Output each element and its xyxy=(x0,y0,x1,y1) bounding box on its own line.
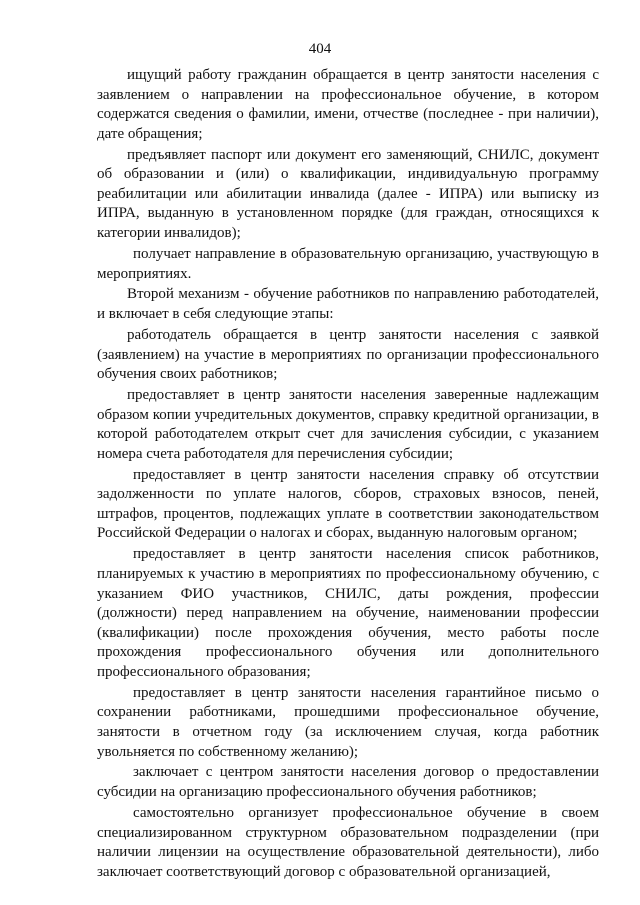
paragraph-documents-presented: предъявляет паспорт или документ его заменяющий, СНИЛС, документ об образовании и (или) о квалификации, индивидуальную программу реабилитации или абилитации инвалида (далее - ИПРА) или выписку из ИПРА, выданную в установленном порядке (для граждан, относящихся к категории инвалидов); xyxy=(97,146,599,242)
paragraph-job-seeker-application: ищущий работу гражданин обращается в центр занятости населения с заявлением о направлении на профессиональное обучение, в котором содержатся сведения о фамилии, имени, отчестве (последнее - при наличии), дате обращения; xyxy=(97,67,599,142)
paragraph-constituent-documents: предоставляет в центр занятости населения заверенные надлежащим образом копии учредительных документов, справку кредитной организации, в которой работодателем открыт счет для зачисления субсидии, с указанием номера счета работодателя для перечисления субсидии; xyxy=(97,386,599,462)
paragraph-employer-applies: работодатель обращается в центр занятости населения с заявкой (заявлением) на участие в мероприятиях по организации профессионального обучения своих работников; xyxy=(97,326,599,383)
document-body xyxy=(97,66,599,884)
paragraph-organizes-training: самостоятельно организует профессиональное обучение в своем специализированном структурном образовательном подразделении (при наличии лицензии на осуществление образовательной деятельности), либо заключает соответствующий договор с образовательной организацией, xyxy=(97,804,599,880)
paragraph-guarantee-letter: предоставляет в центр занятости населения гарантийное письмо о сохранении работниками, прошедшими профессиональное обучение, занятости в отчетном году (за исключением случая, когда работник увольняется по собственному желанию); xyxy=(97,684,599,760)
page-number: 404 xyxy=(308,41,332,57)
paragraph-employee-list: предоставляет в центр занятости населения список работников, планируемых к участию в мероприятиях по профессиональному обучению, с указанием ФИО участников, СНИЛС, даты рождения, профессии (должности) перед направлением на обучение, наименовании профессии (квалификации) после прохождения обучения, место работы после прохождения профессионального обучения или дополнительного профессионального образования; xyxy=(97,546,599,680)
paragraph-second-mechanism: Второй механизм - обучение работников по направлению работодателей, и включает в себя следующие этапы: xyxy=(97,286,599,323)
paragraph-receives-referral: получает направление в образовательную организацию, участвующую в мероприятиях. xyxy=(97,245,599,282)
paragraph-subsidy-agreement: заключает с центром занятости населения договор о предоставлении субсидии на организацию профессионального обучения работников; xyxy=(97,764,599,801)
paragraph-tax-certificate: предоставляет в центр занятости населения справку об отсутствии задолженности по уплате налогов, сборов, страховых взносов, пеней, штрафов, процентов, подлежащих уплате в соответствии законодательством Российской Федерации о налогах и сборах, выданную налоговым органом; xyxy=(97,466,599,542)
